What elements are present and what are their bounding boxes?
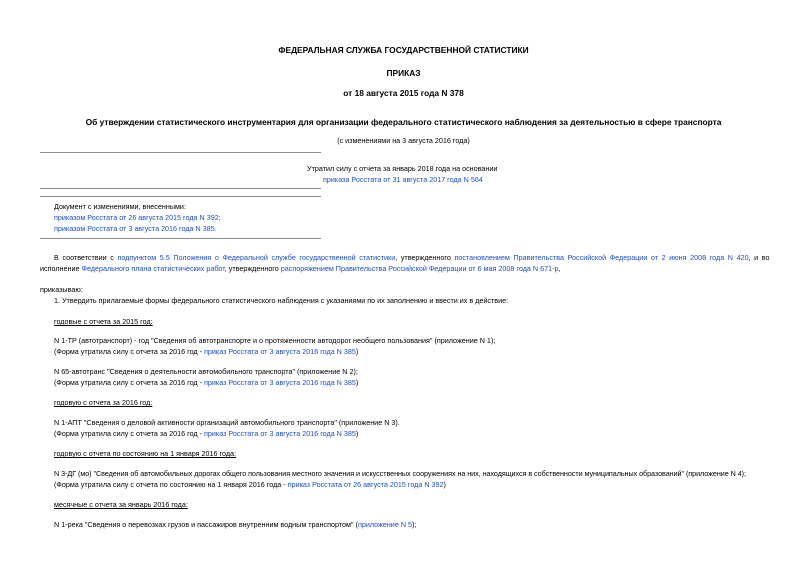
form-1-apt-note <box>54 429 358 438</box>
section-heading-jan-2016: годовую с отчета по состоянию на 1 января 2016 года: <box>54 449 237 458</box>
preamble-text: , и во <box>748 253 770 262</box>
note-text: (Форма утратила силу с отчета за 2016 год - <box>54 347 204 356</box>
form-text: ); <box>412 520 417 529</box>
regulation-link[interactable]: подпунктом 5.5 Положения о Федеральной службе государственной статистики <box>117 253 396 262</box>
divider-line <box>40 238 321 239</box>
government-decree-link[interactable]: постановлением Правительства Российской Федерации от 2 июня 2008 года N 420 <box>454 253 749 262</box>
expired-order-link[interactable]: приказа Росстата от 31 августа 2017 года N 564 <box>323 175 483 184</box>
form-1-tr-note <box>54 347 358 356</box>
preamble-text: , <box>558 264 561 273</box>
order-392-link[interactable]: приказ Росстата от 26 августа 2015 года N 392 <box>287 480 444 489</box>
amendments-heading: Документ с изменениями, внесенными: <box>54 202 186 211</box>
preamble-text: , утвержденного <box>395 253 455 262</box>
expired-note: Утратил силу с отчета за январь 2018 года на основании <box>307 164 498 173</box>
form-1-tr: N 1-ТР (автотранспорт) - год "Сведения об автотранспорте и о протяженности автодорог необщего пользования" (приложение N 1); <box>54 336 496 345</box>
divider-line <box>40 188 321 189</box>
order-385-link[interactable]: приказ Росстата от 3 августа 2016 года N 385 <box>204 378 356 387</box>
note-text: (Форма утратила силу с отчета за 2016 год - <box>54 378 204 387</box>
document-title: Об утверждении статистического инструментария для организации федерального статистического наблюдения за деятельностью в сфере транспорта <box>85 117 722 127</box>
form-65-avtotrans: N 65-автотранс "Сведения о деятельности автомобильного транспорта" (приложение N 2); <box>54 367 358 376</box>
note-text: ) <box>355 429 359 438</box>
divider-line <box>40 152 321 153</box>
government-order-link[interactable]: распоряжением Правительства Российской Федерации от 6 мая 2008 года N 671-р <box>280 264 559 273</box>
order-word: приказываю: <box>40 285 83 294</box>
note-text: ) <box>355 347 359 356</box>
preamble-line-2 <box>40 264 560 273</box>
order-385-link[interactable]: приказ Росстата от 3 августа 2016 года N 385 <box>204 429 356 438</box>
agency-name: ФЕДЕРАЛЬНАЯ СЛУЖБА ГОСУДАРСТВЕННОЙ СТАТИСТИКИ <box>278 45 529 55</box>
preamble-text: , утвержденного <box>224 264 281 273</box>
federal-plan-link[interactable]: Федерального плана статистических работ <box>81 264 225 273</box>
form-1-reka <box>54 520 416 529</box>
form-3-dg-mo: N 3-ДГ (мо) "Сведения об автомобильных дорогах общего пользования местного значения и искусственных сооружениях на них, находящихся в собственности муниципальных образований" (приложение N 4); <box>54 469 746 478</box>
section-heading-monthly-2016: месячные с отчета за январь 2016 года: <box>54 500 188 509</box>
appendix-5-link[interactable]: приложение N 5 <box>357 520 413 529</box>
preamble-text: исполнение <box>40 264 82 273</box>
preamble-line-1 <box>54 253 770 262</box>
amendment-link-385[interactable]: приказом Росстата от 3 августа 2016 года N 385. <box>54 224 217 233</box>
note-text: ) <box>443 480 446 489</box>
form-65-avtotrans-note <box>54 378 358 387</box>
amendment-link-392[interactable]: приказом Росстата от 26 августа 2015 года N 392; <box>54 213 221 222</box>
document-type: ПРИКАЗ <box>386 68 421 78</box>
section-heading-annual-2016: годовую с отчета за 2016 год: <box>54 398 153 407</box>
changes-note: (с изменениями на 3 августа 2016 года) <box>337 136 470 145</box>
form-3-dg-mo-note <box>54 480 446 489</box>
note-text: (Форма утратила силу с отчета за 2016 год - <box>54 429 204 438</box>
section-heading-annual-2015: годовые с отчета за 2015 год: <box>54 317 153 326</box>
note-text: ) <box>355 378 359 387</box>
form-text: N 1-река "Сведения о перевозках грузов и пассажиров внутренним водным транспортом" ( <box>54 520 358 529</box>
form-1-apt: N 1-АПТ "Сведения о деловой активности организаций автомобильного транспорта" (приложение N 3). <box>54 418 400 427</box>
order-385-link[interactable]: приказ Росстата от 3 августа 2016 года N 385 <box>204 347 356 356</box>
document-date-number: от 18 августа 2015 года N 378 <box>343 88 464 98</box>
order-item-1: 1. Утвердить прилагаемые формы федерального статистического наблюдения с указаниями по их заполнению и ввести их в действие: <box>54 296 509 305</box>
divider-line <box>40 196 321 197</box>
note-text: (Форма утратила силу с отчета по состоянию на 1 января 2016 года - <box>54 480 288 489</box>
preamble-text: В соответствии с <box>54 253 118 262</box>
